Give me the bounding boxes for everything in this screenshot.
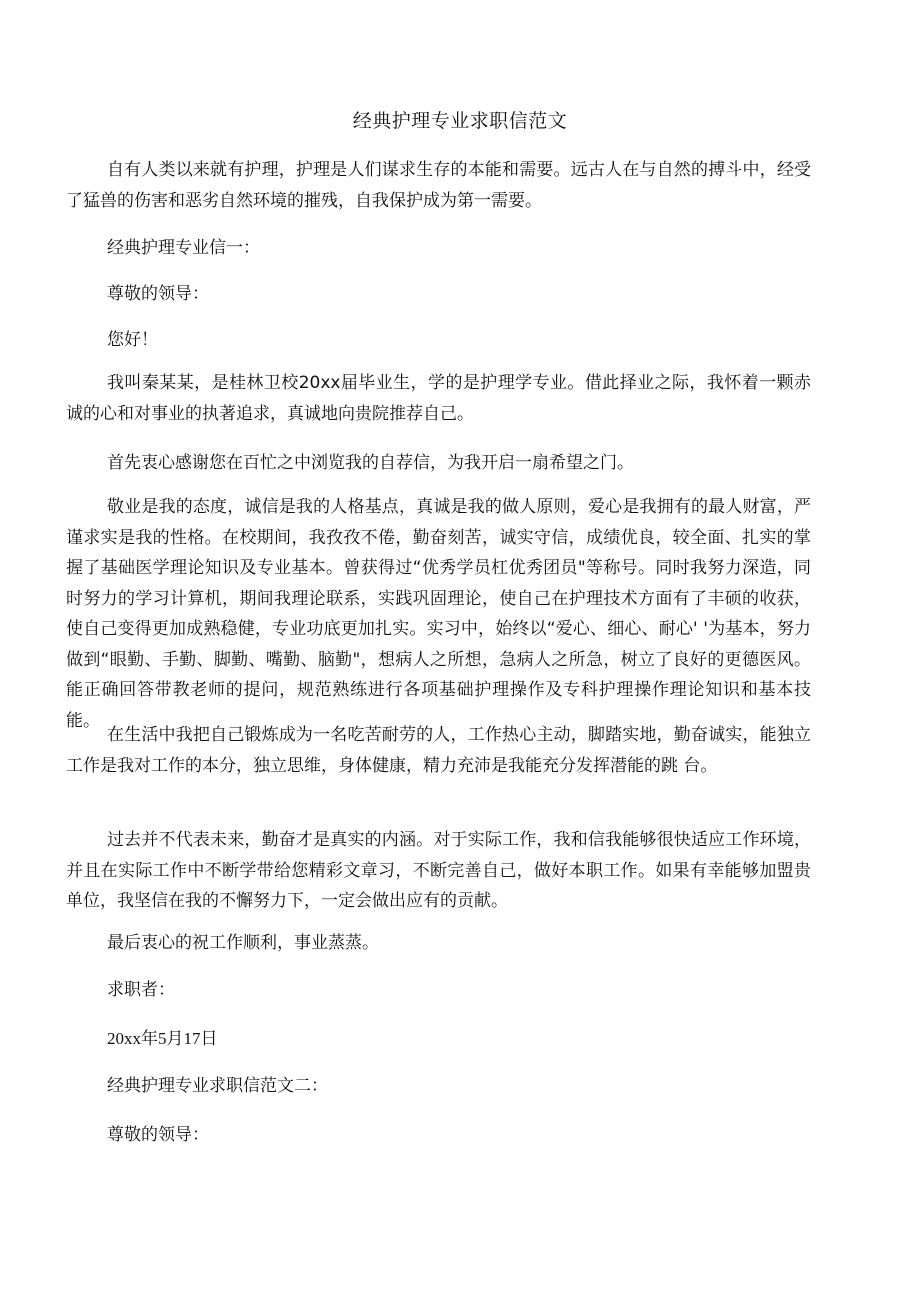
document-title: 经典护理专业求职信范文 xyxy=(352,110,568,132)
letter1-paragraph-future: 过去并不代表未来，勤奋才是真实的内涵。对于实际工作，我和信我能够很快适应工作环境，并且在实际工作中不断学带给您精彩文章习，不断完善自己，做好本职工作。如果有幸能够加盟贵单位，我坚信在我的不懈努力下，一定会做出应有的贡献。 xyxy=(66,830,811,911)
letter1-paragraph-thanks: 首先衷心感谢您在百忙之中浏览我的自荐信，为我开启一扇希望之门。 xyxy=(107,453,634,473)
letter1-greeting: 您好！ xyxy=(107,330,158,350)
letter2-salutation: 尊敬的领导： xyxy=(107,1125,209,1145)
letter1-applicant-label: 求职者： xyxy=(107,980,175,1000)
letter1-closing: 最后衷心的祝工作顺利，事业蒸蒸。 xyxy=(107,933,379,953)
letter1-date: 20xx年5月17日 xyxy=(107,1029,218,1048)
letter1-salutation: 尊敬的领导： xyxy=(107,284,209,304)
letter1-paragraph-introduction: 我叫秦某某，是桂林卫校20xx届毕业生，学的是护理学专业。借此择业之际，我怀着一颗赤诚的心和对事业的执著追求，真诚地向贵院推荐自己。 xyxy=(66,373,811,424)
letter2-heading: 经典护理专业求职信范文二： xyxy=(107,1076,328,1096)
letter1-heading: 经典护理专业信一： xyxy=(107,238,260,258)
letter1-paragraph-qualities: 敬业是我的态度，诚信是我的人格基点，真诚是我的做人原则，爱心是我拥有的最人财富，严谨求实是我的性格。在校期间，我孜孜不倦，勤奋刻苦，诚实守信，成绩优良，较全面、扎实的掌握了基础医学理论知识及专业基本。曾获得过“优秀学员杠优秀团员"等称号。同时我努力深造，同时努力的学习计算机，期间我理论联系，实践巩固理论，使自己在护理技术方面有了丰硕的收获，使自己变得更加成熟稳健，专业功底更加扎实。实习中，始终以“爱心、细心、耐心' '为基本，努力做到“眼勤、手勤、脚勤、嘴勤、脑勤"，想病人之所想，急病人之所急，树立了良好的更德医风。能正确回答带教老师的提问，规范熟练进行各项基础护理操作及专科护理操作理论知识和基本技能。 xyxy=(66,497,811,731)
letter1-paragraph-life: 在生活中我把自己锻炼成为一名吃苦耐劳的人，工作热心主动，脚踏实地，勤奋诚实，能独立工作是我对工作的本分，独立思维，身体健康，精力充沛是我能充分发挥潜能的跳 台。 xyxy=(66,725,811,776)
intro-paragraph: 自有人类以来就有护理，护理是人们谋求生存的本能和需要。远古人在与自然的搏斗中，经受了猛兽的伤害和恶劣自然环境的摧残，自我保护成为第一需要。 xyxy=(66,160,811,211)
